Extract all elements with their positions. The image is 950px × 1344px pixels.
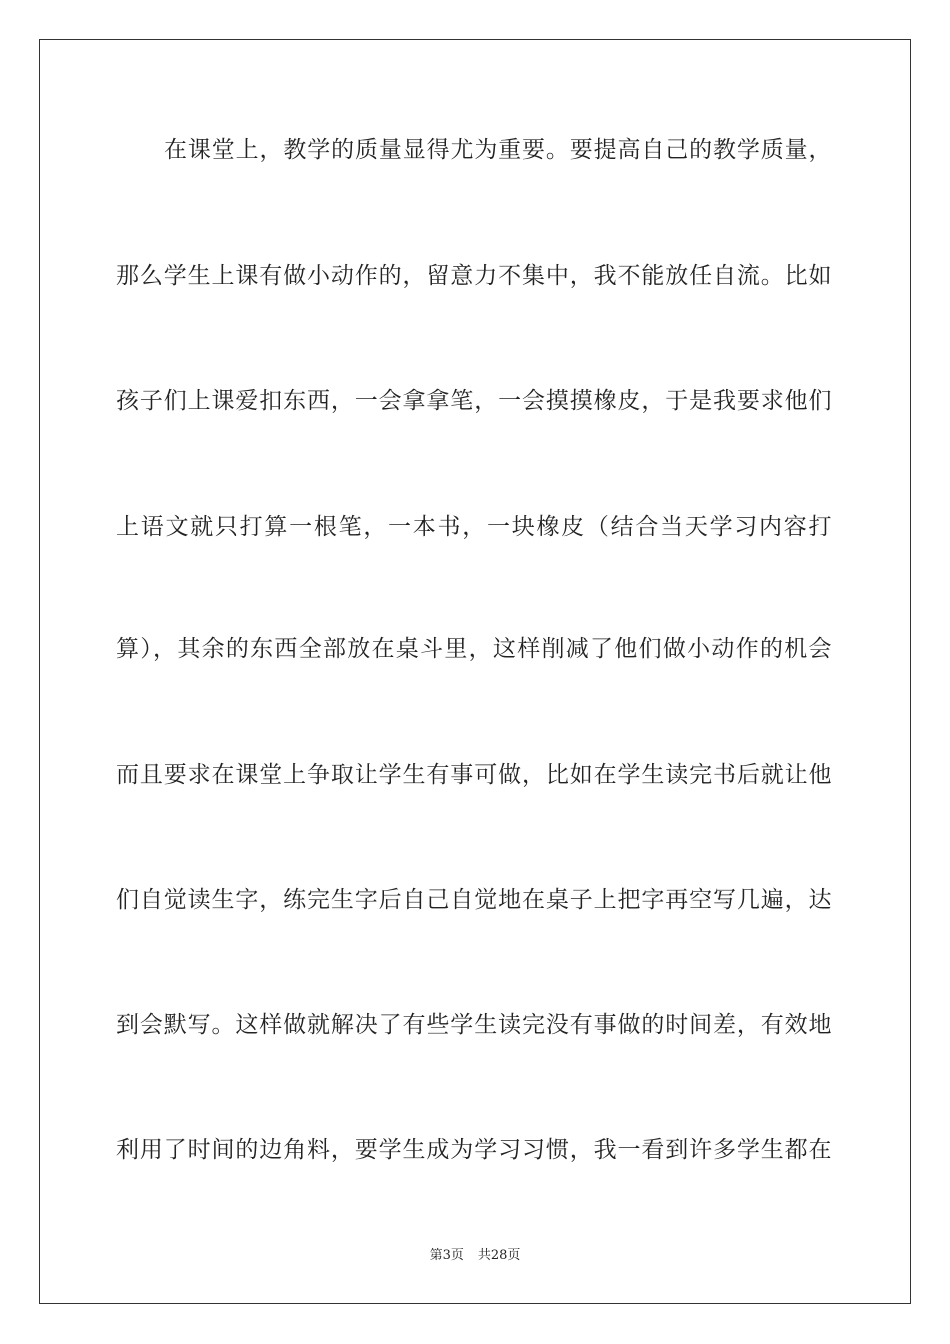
paragraph-line: 而且要求在课堂上争取让学生有事可做，比如在学生读完书后就让他 [116, 762, 832, 788]
paragraph-line: 到会默写。这样做就解决了有些学生读完没有事做的时间差，有效地 [116, 1012, 832, 1038]
paragraph-line: 上语文就只打算一根笔，一本书，一块橡皮（结合当天学习内容打 [116, 514, 832, 540]
paragraph-line: 孩子们上课爱扣东西，一会拿拿笔，一会摸摸橡皮，于是我要求他们 [116, 388, 832, 414]
paragraph-line: 们自觉读生字，练完生字后自己自觉地在桌子上把字再空写几遍，达 [116, 887, 832, 913]
paragraph-line: 算），其余的东西全部放在桌斗里，这样削减了他们做小动作的机会 [116, 636, 832, 662]
total-pages-label: 共28页 [477, 1248, 521, 1263]
paragraph-line: 在课堂上，教学的质量显得尤为重要。要提高自己的教学质量， [164, 137, 832, 163]
paragraph-line: 那么学生上课有做小动作的，留意力不集中，我不能放任自流。比如 [116, 263, 832, 289]
current-page-label: 第3页 [429, 1248, 464, 1263]
paragraph-line: 利用了时间的边角料，要学生成为学习习惯，我一看到许多学生都在 [116, 1137, 832, 1163]
page-footer [0, 1247, 950, 1265]
